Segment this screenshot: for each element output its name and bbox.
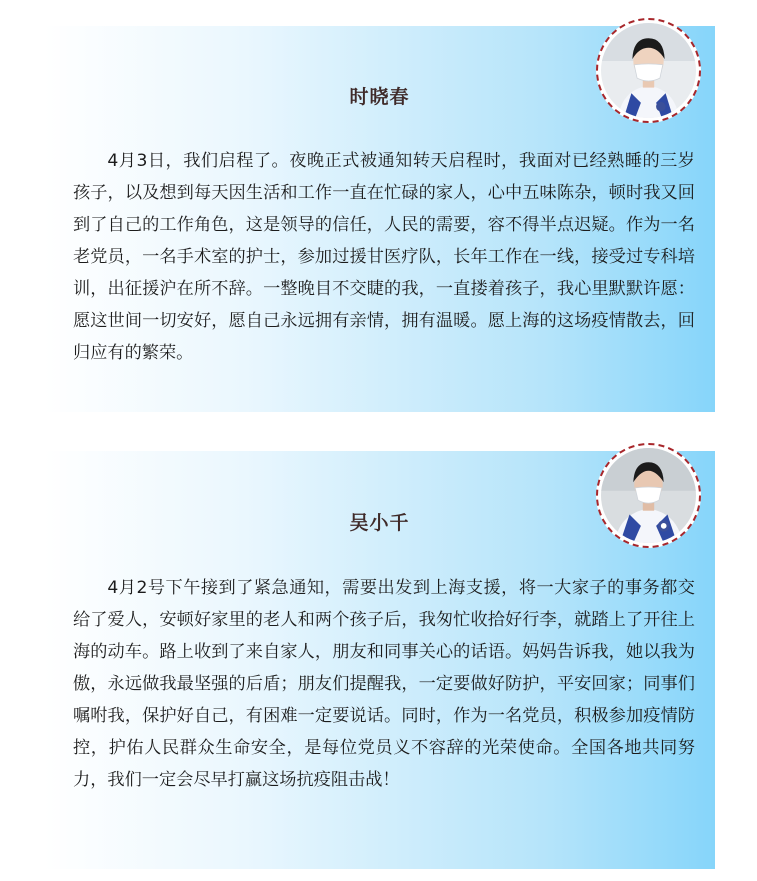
person-name: 吴小千	[349, 512, 410, 534]
person-name: 时晓春	[349, 86, 410, 108]
profile-card-2	[44, 451, 715, 869]
story-paragraph: 4月2号下午接到了紧急通知，需要出发到上海支援，将一大家子的事务都交给了爱人，安顿好家里的老人和两个孩子后，我匆忙收拾好行李，就踏上了开往上海的动车。路上收到了来自家人，朋友和同事关心的话语。妈妈告诉我，她以我为傲，永远做我最坚强的后盾；朋友们提醒我，一定要做好防护，平安回家；同事们嘱咐我，保护好自己，有困难一定要说话。同时，作为一名党员，积极参加疫情防控，护佑人民群众生命安全，是每位党员义不容辞的光荣使命。全国各地共同努力，我们一定会尽早打赢这场抗疫阻击战！	[73, 578, 695, 790]
profile-card-1	[44, 26, 715, 412]
story-paragraph: 4月3日，我们启程了。夜晚正式被通知转天启程时，我面对已经熟睡的三岁孩子，以及想到每天因生活和工作一直在忙碌的家人，心中五味陈杂，顿时我又回到了自己的工作角色，这是领导的信任，人民的需要，容不得半点迟疑。作为一名老党员，一名手术室的护士，参加过援甘医疗队，长年工作在一线，接受过专科培训，出征援沪在所不辞。一整晚目不交睫的我，一直搂着孩子，我心里默默许愿：愿这世间一切安好，愿自己永远拥有亲情，拥有温暖。愿上海的这场疫情散去，回归应有的繁荣。	[73, 151, 695, 363]
